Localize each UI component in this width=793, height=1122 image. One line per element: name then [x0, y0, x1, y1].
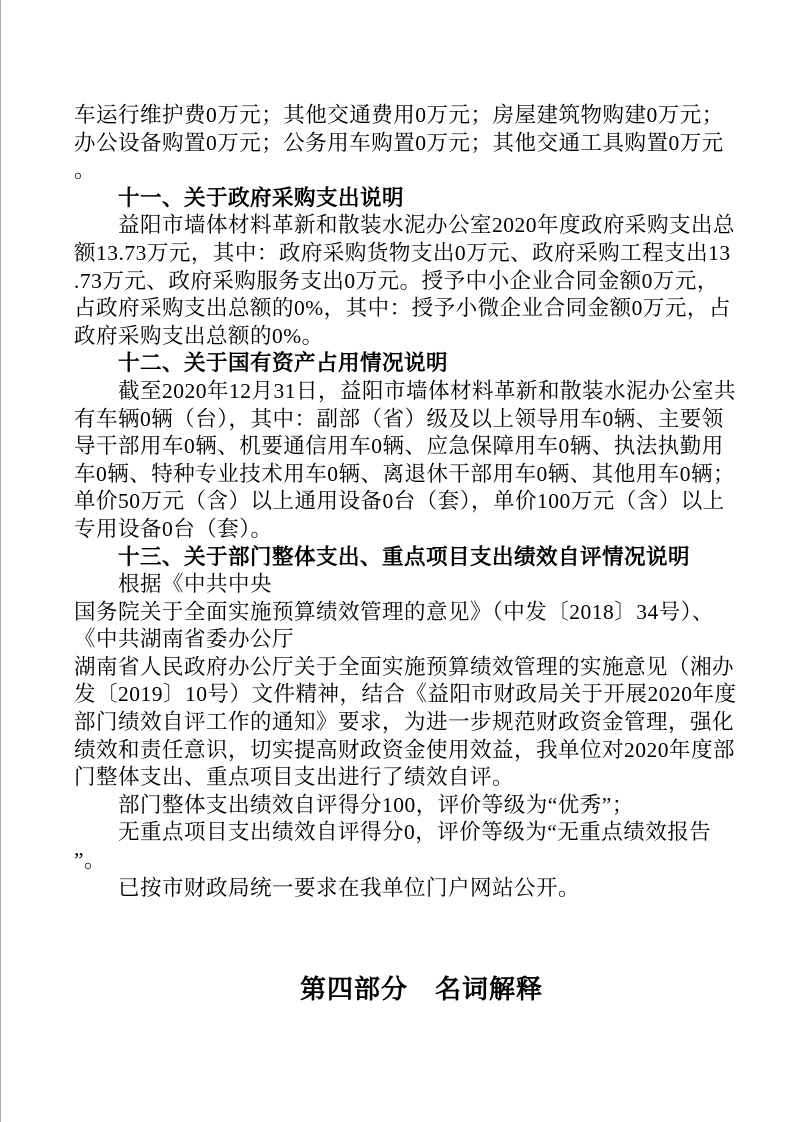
document-line-1: 车运行维护费0万元；其他交通费用0万元；房屋建筑物购建0万元； [74, 103, 724, 127]
section-4-heading: 第四部分 名词解释 [299, 975, 543, 1004]
section-heading-line-10: 十二、关于国有资产占用情况说明 [118, 351, 449, 376]
document-line-15: 单价50万元（含）以上通用设备0台（套），单价100万元（含）以上 [74, 489, 725, 514]
document-line-2: 办公设备购置0万元；公务用车购置0万元；其他交通工具购置0万元 [74, 130, 724, 155]
document-line-16: 专用设备0台（套）。 [74, 516, 273, 541]
document-line-19: 国务院关于全面实施预算绩效管理的意见》（中发〔2018〕34号）、 [74, 599, 715, 624]
document-line-13: 导干部用车0辆、机要通信用车0辆、应急保障用车0辆、执法执勤用 [74, 434, 724, 459]
document-line-7: .73万元、政府采购服务支出0万元。授予中小企业合同金额0万元， [74, 268, 719, 293]
document-line-23: 部门绩效自评工作的通知》要求，为进一步规范财政资金管理，强化 [74, 710, 735, 735]
document-line-11: 截至2020年12月31日，益阳市墙体材料革新和散装水泥办公室共 [118, 378, 737, 403]
document-line-29: 已按市财政局统一要求在我单位门户网站公开。 [118, 875, 581, 900]
document-line-24: 绩效和责任意识，切实提高财政资金使用效益，我单位对2020年度部 [74, 737, 736, 762]
document-line-8: 占政府采购支出总额的0%，其中：授予小微企业合同金额0万元，占 [74, 296, 731, 321]
document-line-28: ”。 [74, 848, 107, 873]
document-line-27: 无重点项目支出绩效自评得分0，评价等级为“无重点绩效报告 [118, 820, 712, 845]
document-line-22: 发〔2019〕10号）文件精神，结合《益阳市财政局关于开展2020年度 [74, 682, 737, 707]
document-line-25: 门整体支出、重点项目支出进行了绩效自评。 [74, 765, 515, 790]
document-line-9: 政府采购支出总额的0%。 [74, 323, 324, 348]
document-line-21: 湖南省人民政府办公厅关于全面实施预算绩效管理的实施意见（湘办 [74, 654, 735, 679]
document-line-20: 《中共湖南省委办公厅 [74, 627, 295, 652]
section-heading-line-4: 十一、关于政府采购支出说明 [118, 185, 405, 210]
document-line-12: 有车辆0辆（台），其中：副部（省）级及以上领导用车0辆、主要领 [74, 406, 724, 431]
document-line-6: 额13.73万元，其中：政府采购货物支出0万元、政府采购工程支出13 [74, 240, 731, 265]
section-heading-line-17: 十三、关于部门整体支出、重点项目支出绩效自评情况说明 [118, 544, 691, 569]
document-line-18: 根据《中共中央 [118, 572, 273, 597]
document-line-14: 车0辆、特种专业技术用车0辆、离退休干部用车0辆、其他用车0辆； [74, 461, 736, 486]
document-line-5: 益阳市墙体材料革新和散装水泥办公室2020年度政府采购支出总 [118, 213, 736, 238]
document-line-3: 。 [74, 158, 97, 183]
document-body [74, 102, 737, 902]
document-line-26: 部门整体支出绩效自评得分100，评价等级为“优秀”； [118, 792, 634, 817]
